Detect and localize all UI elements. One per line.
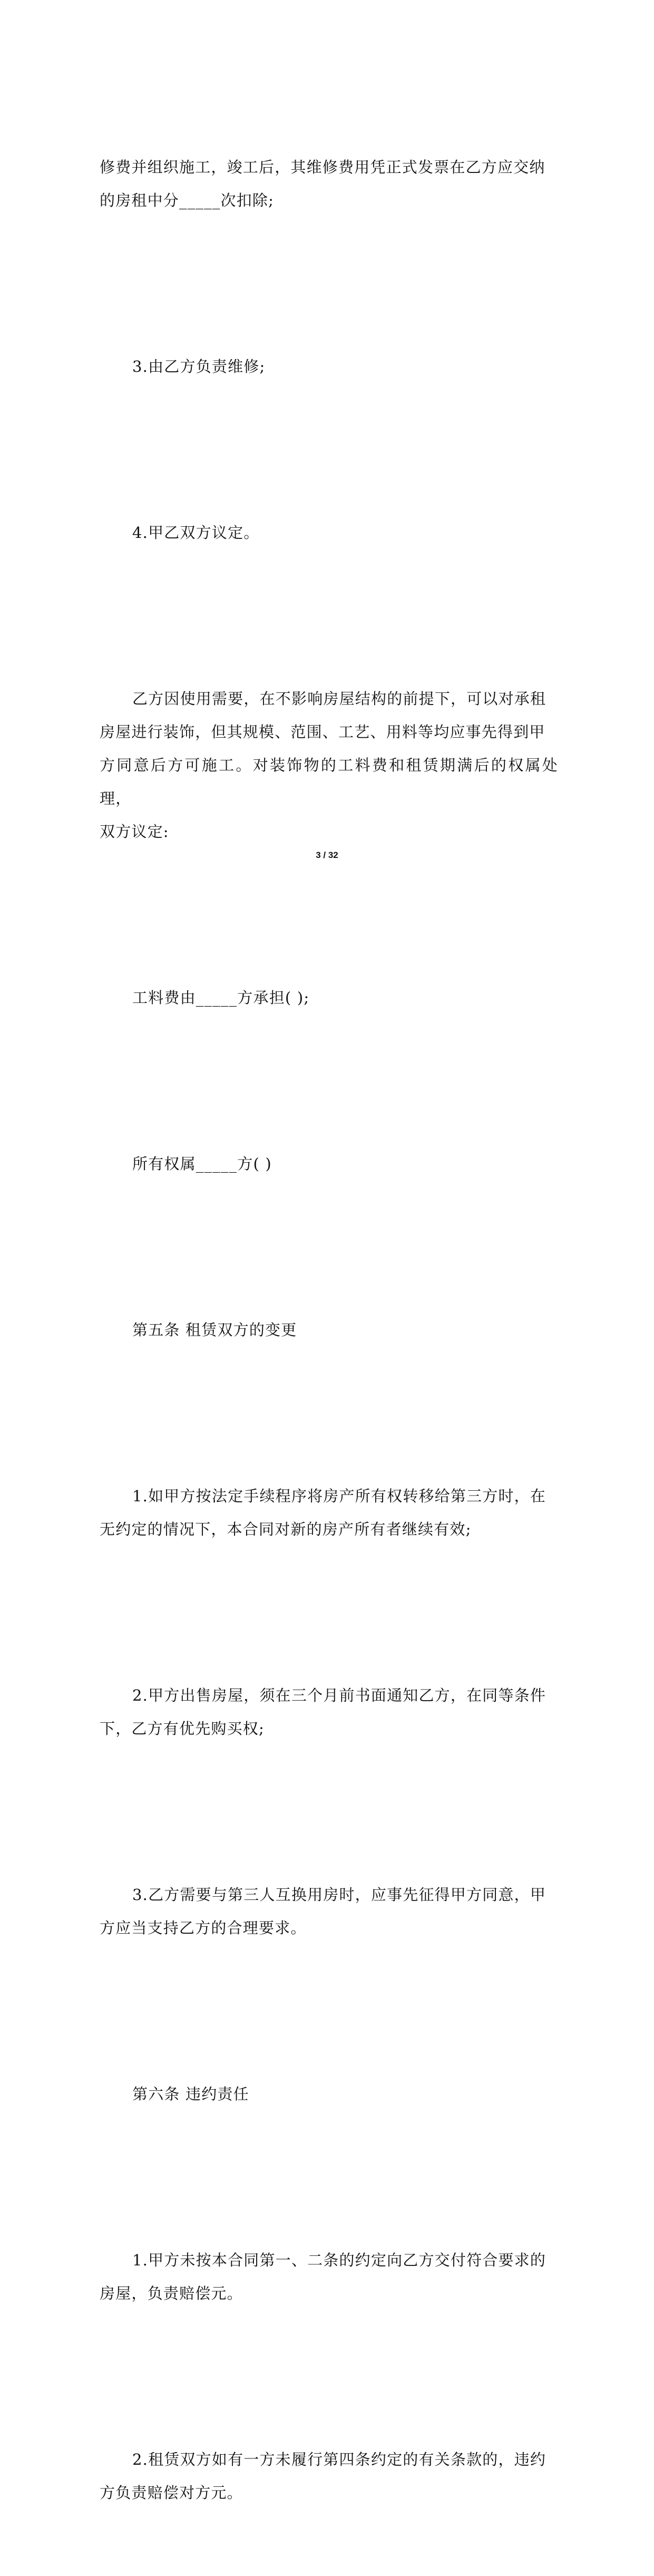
- paragraph: [100, 2377, 558, 2576]
- text-line: 1.如甲方按法定手续程序将房产所有权转移给第三方时，在: [132, 1487, 546, 1505]
- text-line: 房屋，负责赔偿元。: [100, 2284, 243, 2302]
- text-line: 2.租赁双方如有一方未履行第四条约定的有关条款的，违约: [132, 2450, 546, 2468]
- text-line: 2.甲方出售房屋，须在三个月前书面通知乙方，在同等条件: [132, 1686, 546, 1704]
- text-line: 下，乙方有优先购买权;: [100, 1720, 265, 1738]
- text-line: 1.甲方未按本合同第一、二条的约定向乙方交付符合要求的: [132, 2251, 546, 2269]
- paragraph: [100, 84, 558, 284]
- paragraph: [100, 450, 558, 616]
- text-line: 4.甲乙双方议定。: [132, 524, 260, 542]
- text-line: 3.由乙方负责维修;: [132, 358, 266, 375]
- text-line: 乙方因使用需要，在不影响房屋结构的前提下，可以对承租: [132, 690, 546, 708]
- paragraph: [100, 915, 558, 1081]
- paragraph: [100, 2177, 558, 2377]
- paragraph: [100, 284, 558, 450]
- text-line: 修费并组织施工，竣工后，其维修费用凭正式发票在乙方应交纳: [100, 158, 545, 176]
- text-line: 第五条 租赁双方的变更: [132, 1321, 297, 1339]
- paragraph: [100, 1413, 558, 1613]
- text-line: 无约定的情况下，本合同对新的房产所有者继续有效;: [100, 1520, 472, 1538]
- text-line: 3.乙方需要与第三人互换用房时，应事先征得甲方同意，甲: [132, 1886, 546, 1904]
- text-line: 方负责赔偿对方元。: [100, 2484, 243, 2502]
- text-line: 双方议定:: [100, 823, 169, 841]
- text-line: 所有权属_____方( ): [132, 1155, 272, 1173]
- document-body: [100, 84, 558, 2576]
- paragraph: [100, 1613, 558, 1812]
- section-heading: [100, 1247, 558, 1413]
- text-line: 房屋进行装饰，但其规模、范围、工艺、用料等均应事先得到甲: [100, 723, 545, 741]
- text-line: 第六条 违约责任: [132, 2085, 249, 2103]
- paragraph: [100, 616, 558, 915]
- text-line: 的房租中分_____次扣除;: [100, 191, 275, 209]
- text-line: 方应当支持乙方的合理要求。: [100, 1919, 307, 1937]
- page-number: 3 / 32: [316, 850, 338, 860]
- text-line: 工料费由_____方承担( );: [132, 989, 310, 1007]
- section-heading: [100, 2011, 558, 2177]
- paragraph: [100, 1812, 558, 2011]
- paragraph: [100, 1081, 558, 1247]
- text-line: 方同意后方可施工。对装饰物的工料费和租赁期满后的权属处理，: [100, 756, 558, 807]
